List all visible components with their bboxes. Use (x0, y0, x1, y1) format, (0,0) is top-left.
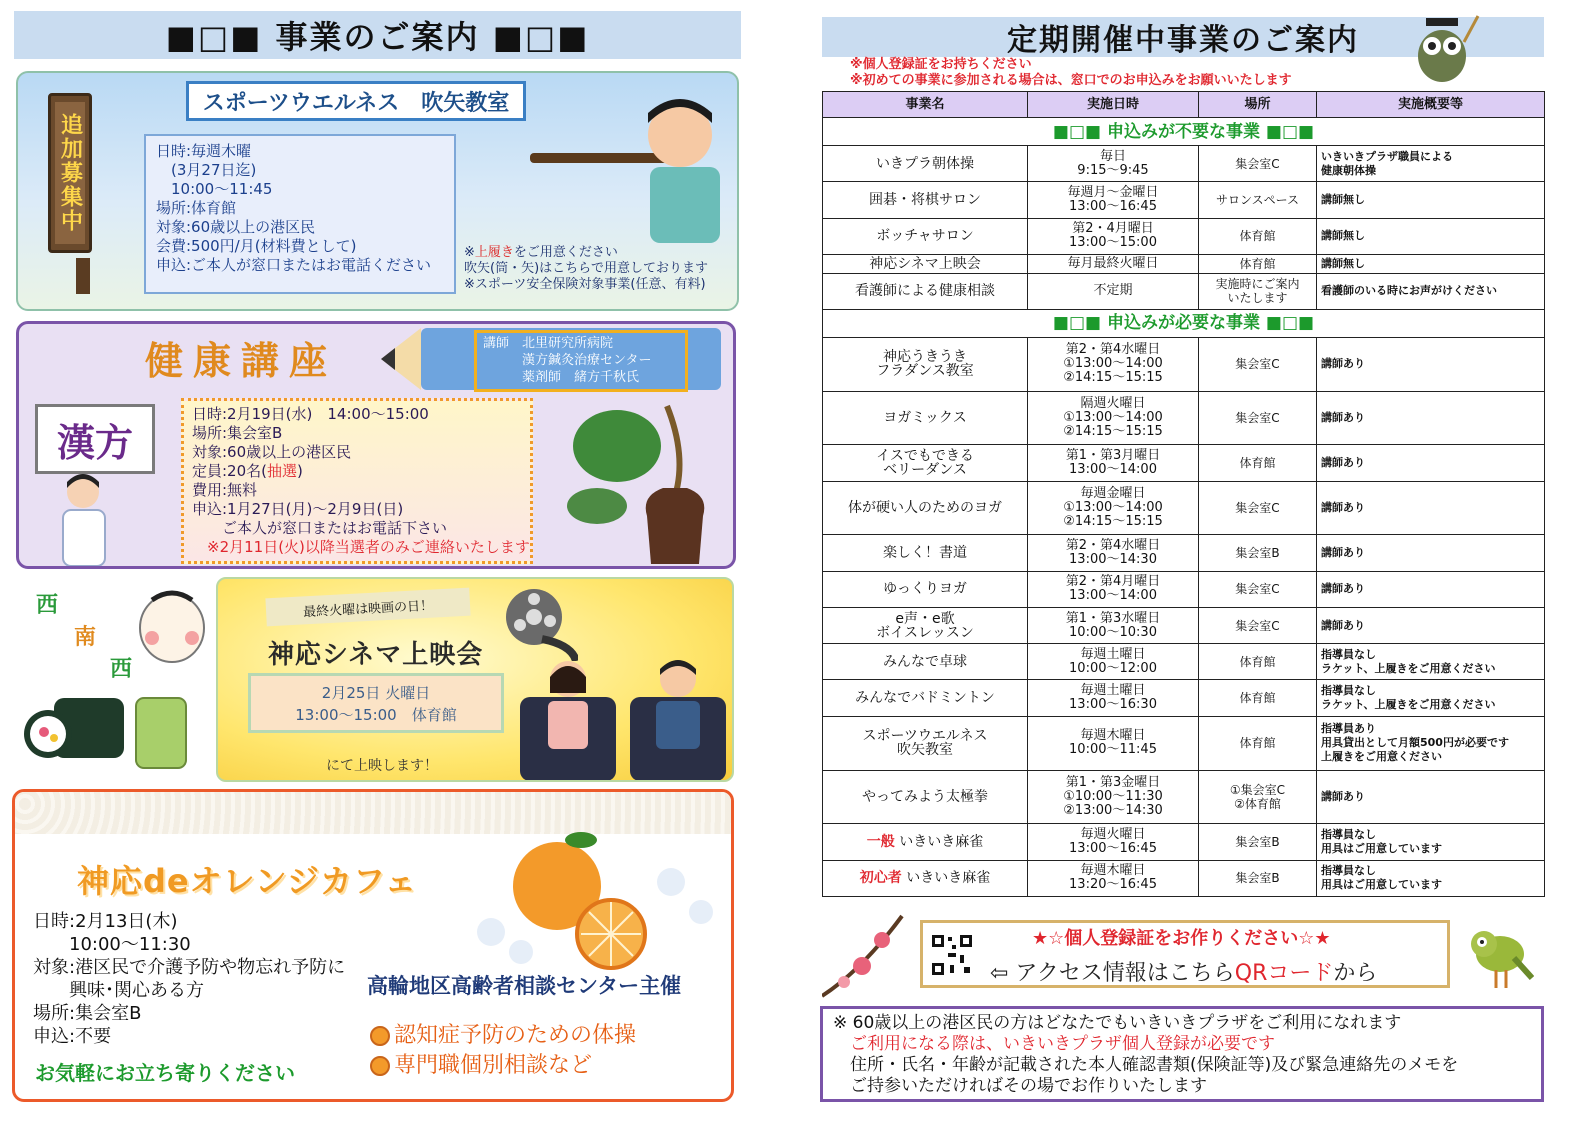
orange-cafe-panel (12, 789, 734, 1102)
sports-note (464, 245, 734, 293)
program-place: 集会室C (1199, 571, 1317, 607)
note-red: 上履き (474, 245, 514, 260)
film-reel-icon (502, 585, 578, 661)
program-name: ゆっくりヨガ (823, 571, 1028, 607)
orange-cafe-title: 神応deオレンジカフェ (77, 862, 418, 900)
info-fee: 費用:無料 (192, 481, 258, 499)
program-name: みんなで卓球 (823, 644, 1028, 680)
footer-line-3: 住所・氏名・年齢が記載された本人確認書類(保険証等)及び緊急連絡先のメモを (833, 1055, 1459, 1075)
program-desc: 講師あり (1317, 445, 1545, 481)
sponsor: 高輪地区高齢者相談センター主催 (367, 974, 682, 998)
program-desc: 講師あり (1317, 391, 1545, 445)
table-row (823, 481, 1545, 535)
program-desc: 講師あり (1317, 337, 1545, 391)
program-name: みんなでバドミントン (823, 680, 1028, 716)
sports-info: 日時:毎週木曜 (3月27日迄) 10:00～11:45 場所:体育館 対象:60歳以上の港区民 会費:500円/月(材料費として) 申込:ご本人が窓口またはお電話ください (144, 134, 456, 294)
program-name (823, 860, 1028, 896)
table-row (823, 824, 1545, 860)
program-desc: 指導員なし ラケット、上履きをご用意ください (1317, 680, 1545, 716)
program-desc: 講師あり (1317, 535, 1545, 571)
note-2: ※初めての事業に参加される場合は、窓口でのお申込みをお願いいたします (850, 73, 1292, 88)
table-row (823, 146, 1545, 182)
program-place: 集会室C (1199, 481, 1317, 535)
program-time: 第2・第4水曜日 13:00～14:30 (1028, 535, 1199, 571)
orange-cafe-list (370, 1021, 636, 1081)
table-header-row (823, 92, 1545, 118)
table-section-row (823, 118, 1545, 146)
table-row (823, 607, 1545, 643)
orange-cafe-info: 日時:2月13日(木) 10:00～11:30 対象:港区民で介護予防や物忘れ予防に 興味･関心ある方 場所:集会室B 申込:不要 (33, 911, 346, 1047)
audience-illustration (518, 657, 732, 781)
orange-bullet-icon (370, 1056, 390, 1076)
registration-notes (850, 57, 1292, 89)
program-place: 集会室B (1199, 860, 1317, 896)
program-desc: 指導員なし 用具はご用意しています (1317, 824, 1545, 860)
program-place: 体育館 (1199, 218, 1317, 254)
cinema-title: 神応シネマ上映会 (268, 640, 484, 670)
program-desc: 指導員あり 用具貸出として月額500円が必要です 上履きをご用意ください (1317, 716, 1545, 770)
lecturer-info: 講師 北里研究所病院 漢方鍼灸治療センター 薬剤師 緒方千秋氏 (474, 330, 688, 392)
table-row (823, 254, 1545, 273)
table-section-row (823, 309, 1545, 337)
note-line2: 吹矢(筒・矢)はこちらで用意しております (464, 261, 709, 276)
program-time: 毎週金曜日 ①13:00～14:00 ②14:15～15:15 (1028, 481, 1199, 535)
health-lecture-panel (16, 321, 736, 569)
program-place: 集会室C (1199, 337, 1317, 391)
program-time: 隔週火曜日 ①13:00～14:00 ②14:15～15:15 (1028, 391, 1199, 445)
program-time: 第2・4月曜日 13:00～15:00 (1028, 218, 1199, 254)
program-place: 集会室C (1199, 391, 1317, 445)
info-note: ※2月11日(火)以降当選者のみご連絡いたします (192, 538, 530, 556)
table-row (823, 218, 1545, 254)
program-time: 第1・第3月曜日 13:00～14:00 (1028, 445, 1199, 481)
mejiro-bird-icon (1466, 918, 1534, 992)
list-item (370, 1021, 636, 1051)
program-time: 第1・第3水曜日 10:00～10:30 (1028, 607, 1199, 643)
registration-title: ★☆個人登録証をお作りください☆★ (1032, 928, 1331, 949)
program-name-text: いきいき麻雀 (899, 833, 984, 850)
info-capacity-end: ) (297, 462, 303, 480)
table-row (823, 535, 1545, 571)
program-name: 神応シネマ上映会 (823, 254, 1028, 273)
left-page-header: ■□■ 事業のご案内 ■□■ (14, 11, 741, 59)
note-mark: ※ (464, 245, 475, 260)
program-place: 体育館 (1199, 644, 1317, 680)
note-rest: をご用意ください (513, 245, 618, 260)
program-time: 第1・第3金曜日 ①10:00～11:30 ②13:00～14:30 (1028, 770, 1199, 824)
footer-line-1: ※ 60歳以上の港区民の方はどなたでもいきいきプラザをご利用になれます (833, 1013, 1402, 1033)
qr-code-icon[interactable] (930, 933, 974, 977)
list-item-text: 専門職個別相談など (394, 1053, 593, 1078)
sports-wellness-panel (16, 71, 739, 311)
program-desc: 講師無し (1317, 182, 1545, 218)
orange-cafe-welcome: お気軽にお立ち寄りください (35, 1061, 295, 1085)
program-desc: いきいきプラザ職員による 健康朝体操 (1317, 146, 1545, 182)
section-title: ■□■ 申込みが不要な事業 ■□■ (823, 118, 1545, 146)
table-row (823, 445, 1545, 481)
program-desc: 指導員なし ラケット、上履きをご用意ください (1317, 644, 1545, 680)
herbs-illustration (547, 396, 731, 564)
program-time: 毎週木曜日 10:00～11:45 (1028, 716, 1199, 770)
cinema-panel (216, 577, 734, 782)
program-name: ヨガミックス (823, 391, 1028, 445)
program-time: 第2・第4水曜日 ①13:00～14:00 ②14:15～15:15 (1028, 337, 1199, 391)
note-1: ※個人登録証をお持ちください (850, 57, 1032, 72)
program-place: 集会室C (1199, 607, 1317, 643)
section-title: ■□■ 申込みが必要な事業 ■□■ (823, 309, 1545, 337)
table-row (823, 860, 1545, 896)
info-place: 場所:集会室B (192, 424, 283, 442)
program-desc: 講師あり (1317, 481, 1545, 535)
program-desc: 講師あり (1317, 770, 1545, 824)
program-place: 実施時にご案内 いたします (1199, 273, 1317, 309)
table-row (823, 391, 1545, 445)
program-place: 体育館 (1199, 716, 1317, 770)
col-header-name: 事業名 (823, 92, 1028, 118)
info-apply-method: ご本人が窓口またはお電話下さい (192, 519, 448, 537)
table-row (823, 644, 1545, 680)
program-time: 毎週土曜日 13:00～16:30 (1028, 680, 1199, 716)
info-lottery: 抽選 (267, 462, 298, 480)
kampo-sign: 漢方 (35, 404, 155, 474)
col-header-desc: 実施概要等 (1317, 92, 1545, 118)
ehomaki-illustration (14, 688, 214, 778)
list-item (370, 1051, 636, 1081)
program-time: 毎週木曜日 13:20～16:45 (1028, 860, 1199, 896)
program-place: ①集会室C ②体育館 (1199, 770, 1317, 824)
program-name: やってみよう太極拳 (823, 770, 1028, 824)
program-place: サロンスペース (1199, 182, 1317, 218)
schedule-table (822, 91, 1545, 897)
registration-access (990, 956, 1377, 987)
footer-line-4: ご持参いただければその場でお作りいたします (833, 1076, 1207, 1096)
list-item-text: 認知症予防のための体操 (394, 1023, 637, 1048)
table-row (823, 571, 1545, 607)
program-time: 毎月最終火曜日 (1028, 254, 1199, 273)
okame-mask-icon (134, 590, 210, 664)
direction-west: 西 (36, 593, 59, 618)
program-level: 初心者 (859, 870, 902, 887)
program-time: 毎日 9:15～9:45 (1028, 146, 1199, 182)
program-time: 毎週火曜日 13:00～16:45 (1028, 824, 1199, 860)
program-desc: 講師あり (1317, 607, 1545, 643)
recruit-sign-text: 追加募集中 (55, 102, 85, 244)
program-name: 囲碁・将棋サロン (823, 182, 1028, 218)
program-name: イスでもできる ベリーダンス (823, 445, 1028, 481)
program-desc: 看護師のいる時にお声がけください (1317, 273, 1545, 309)
program-name: 神応うきうき フラダンス教室 (823, 337, 1028, 391)
program-name: 体が硬い人のためのヨガ (823, 481, 1028, 535)
table-row (823, 770, 1545, 824)
program-place: 集会室B (1199, 824, 1317, 860)
plum-blossom-icon (822, 910, 912, 1000)
info-datetime: 日時:2月19日(水) 14:00～15:00 (192, 405, 429, 423)
program-name: 看護師による健康相談 (823, 273, 1028, 309)
recruit-sign (48, 93, 92, 253)
program-desc: 指導員なし 用具はご用意しています (1317, 860, 1545, 896)
program-place: 体育館 (1199, 680, 1317, 716)
footer-notice (820, 1006, 1544, 1102)
sports-title: スポーツウエルネス 吹矢教室 (186, 81, 526, 121)
program-level: 一般 (866, 833, 895, 850)
cinema-banner: 最終火曜は映画の日！ (265, 588, 470, 627)
table-row (823, 182, 1545, 218)
program-name: e声・e歌 ボイスレッスン (823, 607, 1028, 643)
table-row (823, 680, 1545, 716)
program-place: 体育館 (1199, 445, 1317, 481)
info-capacity: 定員:20名( (192, 462, 267, 480)
health-lecture-info (181, 398, 533, 564)
cinema-schedule: 2月25日 火曜日 13:00～15:00 体育館 (248, 673, 504, 733)
col-header-place: 場所 (1199, 92, 1317, 118)
program-place: 集会室C (1199, 146, 1317, 182)
owl-teacher-icon (1410, 12, 1480, 84)
program-time: 毎週土曜日 10:00～12:00 (1028, 644, 1199, 680)
footer-line-2: ご利用になる際は、いきいきプラザ個人登録が必要です (833, 1034, 1275, 1054)
program-name: スポーツウエルネス 吹矢教室 (823, 716, 1028, 770)
access-text-end: から (1333, 961, 1378, 986)
program-name: 楽しく！書道 (823, 535, 1028, 571)
program-time: 不定期 (1028, 273, 1199, 309)
program-desc: 講師あり (1317, 571, 1545, 607)
info-target: 対象:60歳以上の港区民 (192, 443, 352, 461)
table-row (823, 273, 1545, 309)
right-page-header: 定期開催中事業のご案内 (822, 17, 1544, 57)
program-place: 集会室B (1199, 535, 1317, 571)
program-time: 第2・第4月曜日 13:00～14:00 (1028, 571, 1199, 607)
schedule-body (823, 118, 1545, 897)
access-text: ⇦ アクセス情報はこちら (990, 961, 1235, 986)
program-desc: 講師無し (1317, 218, 1545, 254)
program-name: ボッチャサロン (823, 218, 1028, 254)
program-place: 体育館 (1199, 254, 1317, 273)
health-lecture-title: 健康講座 (145, 338, 338, 383)
program-name: いきプラ朝体操 (823, 146, 1028, 182)
orange-bullet-icon (370, 1026, 390, 1046)
table-row (823, 337, 1545, 391)
direction-south: 南 (74, 625, 97, 650)
note-line3: ※スポーツ安全保険対象事業(任意、有料) (464, 277, 706, 292)
info-apply: 申込:1月27日(月)～2月9日(日) (192, 500, 404, 518)
col-header-time: 実施日時 (1028, 92, 1199, 118)
sign-post (76, 258, 90, 294)
setsubun-illustration (14, 588, 214, 778)
table-row (823, 716, 1545, 770)
blowgun-player-illustration (530, 93, 735, 243)
program-name (823, 824, 1028, 860)
nurse-illustration (49, 474, 119, 566)
program-desc: 講師無し (1317, 254, 1545, 273)
orange-flowers-illustration (431, 822, 731, 972)
cinema-footer: にて上映します！ (326, 758, 438, 774)
access-qr-link[interactable]: QRコード (1234, 961, 1334, 986)
program-time: 毎週月～金曜日 13:00～16:45 (1028, 182, 1199, 218)
program-name-text: いきいき麻雀 (906, 870, 991, 887)
direction-west-2: 西 (110, 657, 133, 682)
